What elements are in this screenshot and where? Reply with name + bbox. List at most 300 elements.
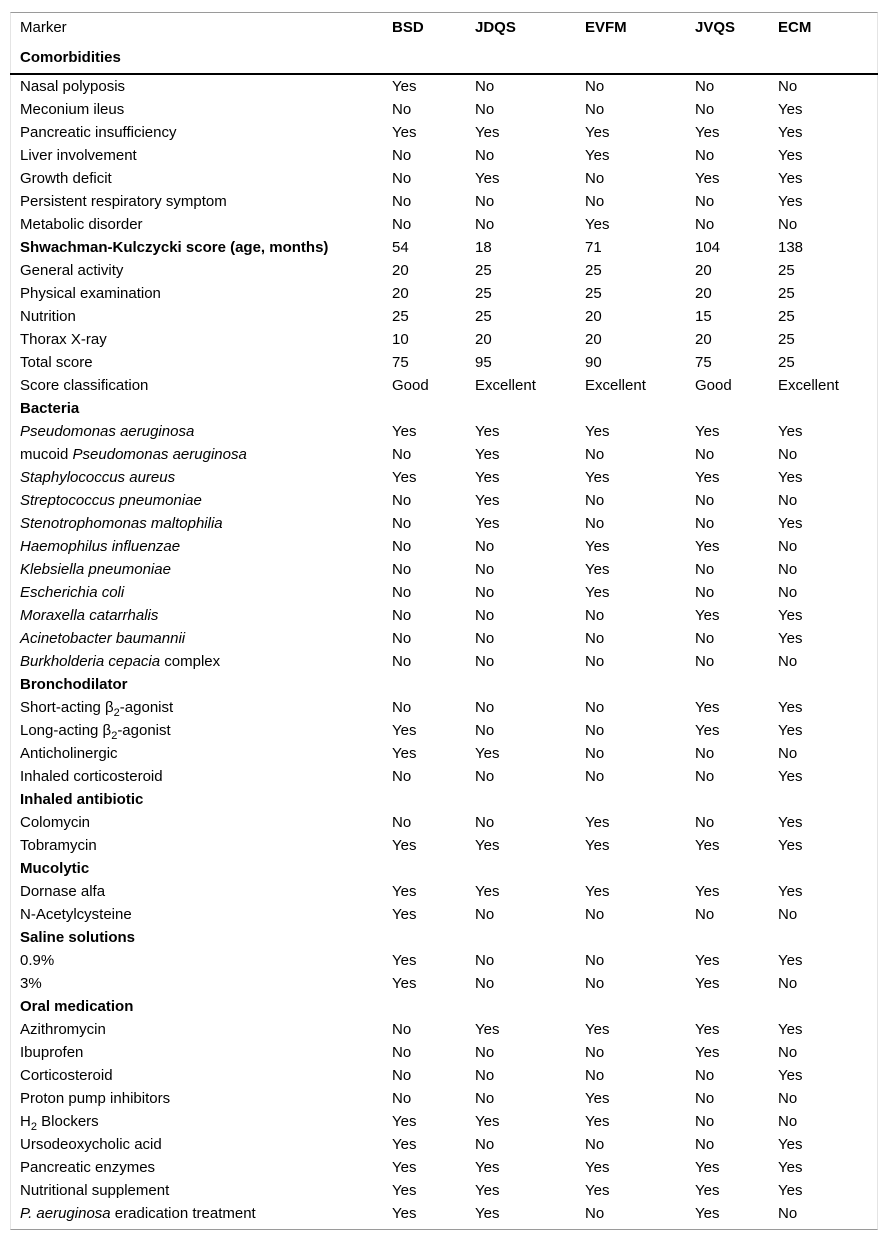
label-subscript: 2 <box>30 1121 37 1133</box>
label-text: Escherichia coli <box>20 584 125 601</box>
label-text: Growth deficit <box>20 170 112 187</box>
label-suffix: -agonist <box>119 699 174 716</box>
value-cell: 75 <box>695 354 712 371</box>
value-cell: No <box>392 768 412 785</box>
header-spacer <box>685 43 768 74</box>
table-row <box>10 1202 878 1225</box>
table-row <box>10 1179 878 1202</box>
value-cell: Yes <box>695 124 720 141</box>
value-cell: Yes <box>585 538 610 555</box>
table-row <box>10 512 878 535</box>
value-cell: Yes <box>695 952 720 969</box>
value-cell: No <box>695 1090 715 1107</box>
column-header-bsd: BSD <box>392 19 424 36</box>
value-cell: No <box>695 561 715 578</box>
value-cell: 20 <box>475 331 492 348</box>
value-cell: No <box>475 630 495 647</box>
table-row <box>10 443 878 466</box>
value-cell: No <box>392 1067 412 1084</box>
table-row <box>10 328 878 351</box>
value-cell: No <box>695 147 715 164</box>
value-cell: No <box>778 492 798 509</box>
value-cell <box>768 788 878 811</box>
value-cell: Yes <box>778 423 803 440</box>
label-text: Pancreatic enzymes <box>20 1159 156 1176</box>
table-row <box>10 98 878 121</box>
label-text: Liver involvement <box>20 147 137 164</box>
value-cell <box>465 788 575 811</box>
value-cell: 25 <box>778 331 795 348</box>
value-cell: Yes <box>585 1182 610 1199</box>
table-row <box>10 74 878 98</box>
value-cell: No <box>585 515 605 532</box>
table-row <box>10 604 878 627</box>
column-header-jdqs: JDQS <box>475 19 516 36</box>
value-cell: No <box>585 1044 605 1061</box>
value-cell: Excellent <box>778 377 839 394</box>
row-label <box>10 1064 382 1087</box>
value-cell: Yes <box>585 469 610 486</box>
value-cell: No <box>585 446 605 463</box>
value-cell: 20 <box>695 331 712 348</box>
row-label <box>10 259 382 282</box>
table-row <box>10 949 878 972</box>
value-cell: 25 <box>778 354 795 371</box>
value-cell: Yes <box>778 1021 803 1038</box>
row-label <box>10 903 382 926</box>
value-cell: 71 <box>585 239 602 256</box>
value-cell <box>685 673 768 696</box>
value-cell <box>685 995 768 1018</box>
value-cell: No <box>695 193 715 210</box>
section-row <box>10 673 878 696</box>
value-cell: Yes <box>695 1044 720 1061</box>
value-cell: Yes <box>585 1159 610 1176</box>
value-cell: 15 <box>695 308 712 325</box>
value-cell: No <box>392 1044 412 1061</box>
value-cell: No <box>695 653 715 670</box>
value-cell: No <box>585 906 605 923</box>
table-row <box>10 742 878 765</box>
label-text: Dornase alfa <box>20 883 106 900</box>
table-row <box>10 558 878 581</box>
table-row <box>10 972 878 995</box>
value-cell <box>685 788 768 811</box>
label-text: General activity <box>20 262 124 279</box>
patient-characteristics-table <box>10 13 878 1225</box>
table-row <box>10 1110 878 1133</box>
value-cell: Yes <box>695 170 720 187</box>
label-text: Pseudomonas aeruginosa <box>20 423 195 440</box>
value-cell: Yes <box>392 423 417 440</box>
value-cell: Yes <box>475 1021 500 1038</box>
label-text: Long-acting β <box>20 722 112 739</box>
table-row <box>10 1133 878 1156</box>
table-row <box>10 834 878 857</box>
value-cell: 20 <box>392 262 409 279</box>
value-cell: Excellent <box>475 377 536 394</box>
row-label <box>10 581 382 604</box>
value-cell: No <box>585 1136 605 1153</box>
label-text: P. aeruginosa <box>20 1205 111 1222</box>
header-section-row <box>10 43 878 74</box>
value-cell <box>382 788 465 811</box>
label-text: N-Acetylcysteine <box>20 906 132 923</box>
row-label <box>10 765 382 788</box>
table-row <box>10 121 878 144</box>
row-label <box>10 834 382 857</box>
value-cell: Yes <box>695 975 720 992</box>
value-cell: No <box>392 814 412 831</box>
value-cell: No <box>475 216 495 233</box>
value-cell <box>768 995 878 1018</box>
value-cell: Yes <box>778 124 803 141</box>
row-label <box>10 351 382 374</box>
value-cell: 25 <box>585 262 602 279</box>
value-cell: Yes <box>695 1021 720 1038</box>
value-cell: Good <box>392 377 429 394</box>
value-cell: No <box>585 1205 605 1222</box>
header-spacer <box>465 43 575 74</box>
value-cell: No <box>778 216 798 233</box>
label-text: Acinetobacter baumannii <box>20 630 186 647</box>
section-heading <box>10 673 382 696</box>
value-cell: Yes <box>392 745 417 762</box>
row-label <box>10 305 382 328</box>
value-cell: Yes <box>585 423 610 440</box>
label-text: Mucolytic <box>20 860 90 877</box>
value-cell: No <box>475 975 495 992</box>
value-cell: 20 <box>392 285 409 302</box>
value-cell <box>465 673 575 696</box>
value-cell: No <box>392 147 412 164</box>
label-text: Ibuprofen <box>20 1044 84 1061</box>
value-cell: 20 <box>695 285 712 302</box>
value-cell: No <box>475 814 495 831</box>
value-cell: 18 <box>475 239 492 256</box>
label-text: Corticosteroid <box>20 1067 113 1084</box>
label-text: Streptococcus pneumoniae <box>20 492 202 509</box>
value-cell: Yes <box>475 170 500 187</box>
label-text: Moraxella catarrhalis <box>20 607 159 624</box>
value-cell: 20 <box>585 308 602 325</box>
table-row <box>10 236 878 259</box>
table-row <box>10 1064 878 1087</box>
value-cell: No <box>695 814 715 831</box>
label-suffix: Blockers <box>36 1113 99 1130</box>
table-row <box>10 1018 878 1041</box>
value-cell: No <box>475 538 495 555</box>
row-label <box>10 374 382 397</box>
value-cell: 25 <box>778 285 795 302</box>
label-text: Saline solutions <box>20 929 136 946</box>
value-cell: No <box>475 1044 495 1061</box>
value-cell: No <box>475 1067 495 1084</box>
value-cell: Yes <box>585 814 610 831</box>
value-cell: Yes <box>778 1182 803 1199</box>
value-cell: Yes <box>695 837 720 854</box>
row-label <box>10 98 382 121</box>
table-row <box>10 351 878 374</box>
value-cell: No <box>475 147 495 164</box>
header-spacer <box>382 43 465 74</box>
value-cell: No <box>392 699 412 716</box>
label-text: Staphylococcus aureus <box>20 469 176 486</box>
value-cell: No <box>585 653 605 670</box>
value-cell: Yes <box>695 699 720 716</box>
value-cell: Yes <box>585 147 610 164</box>
value-cell: 10 <box>392 331 409 348</box>
row-label <box>10 1018 382 1041</box>
row-label <box>10 121 382 144</box>
value-cell: Yes <box>778 469 803 486</box>
value-cell: No <box>778 1044 798 1061</box>
value-cell: No <box>585 170 605 187</box>
table-row <box>10 719 878 742</box>
label-prefix: mucoid <box>20 446 73 463</box>
row-label <box>10 1087 382 1110</box>
label-text: Shwachman-Kulczycki score (age, months) <box>20 239 329 256</box>
label-text: Bacteria <box>20 400 80 417</box>
table-row <box>10 696 878 719</box>
value-cell: No <box>475 1090 495 1107</box>
value-cell: 25 <box>475 285 492 302</box>
column-header-evfm: EVFM <box>585 19 627 36</box>
value-cell: Yes <box>695 1205 720 1222</box>
value-cell: Yes <box>778 883 803 900</box>
value-cell: Yes <box>778 170 803 187</box>
value-cell: No <box>695 216 715 233</box>
value-cell: 25 <box>778 308 795 325</box>
value-cell: No <box>475 722 495 739</box>
label-text: Pancreatic insufficiency <box>20 124 177 141</box>
value-cell: No <box>695 1136 715 1153</box>
value-cell: Yes <box>778 147 803 164</box>
value-cell: Yes <box>778 722 803 739</box>
value-cell <box>465 926 575 949</box>
value-cell <box>768 926 878 949</box>
value-cell: Yes <box>695 1182 720 1199</box>
label-text: Inhaled antibiotic <box>20 791 144 808</box>
table-row <box>10 190 878 213</box>
value-cell: Yes <box>392 1182 417 1199</box>
value-cell: Yes <box>475 469 500 486</box>
value-cell <box>575 673 685 696</box>
value-cell: 104 <box>695 239 721 256</box>
label-suffix: complex <box>160 653 221 670</box>
value-cell: No <box>475 584 495 601</box>
value-cell: No <box>392 170 412 187</box>
table-row <box>10 1156 878 1179</box>
table-row <box>10 466 878 489</box>
value-cell: Yes <box>585 124 610 141</box>
value-cell: 25 <box>585 285 602 302</box>
value-cell: Yes <box>392 952 417 969</box>
value-cell: Yes <box>585 1021 610 1038</box>
column-header-jvqs: JVQS <box>695 19 736 36</box>
value-cell: 25 <box>475 262 492 279</box>
label-text: Haemophilus influenzae <box>20 538 181 555</box>
value-cell: No <box>695 492 715 509</box>
value-cell: Yes <box>695 538 720 555</box>
value-cell: Yes <box>695 423 720 440</box>
row-label <box>10 1110 382 1133</box>
section-heading <box>10 857 382 880</box>
table-row <box>10 581 878 604</box>
value-cell: Yes <box>778 1136 803 1153</box>
value-cell: Yes <box>475 423 500 440</box>
value-cell: Yes <box>585 584 610 601</box>
table-row <box>10 650 878 673</box>
label-text: Azithromycin <box>20 1021 106 1038</box>
value-cell <box>685 857 768 880</box>
value-cell: No <box>585 101 605 118</box>
value-cell: 25 <box>778 262 795 279</box>
table-row <box>10 305 878 328</box>
table-frame <box>10 12 878 1230</box>
value-cell <box>768 857 878 880</box>
value-cell: 95 <box>475 354 492 371</box>
row-label <box>10 627 382 650</box>
row-label <box>10 811 382 834</box>
value-cell: Yes <box>475 1205 500 1222</box>
row-label <box>10 535 382 558</box>
row-label <box>10 167 382 190</box>
row-label <box>10 190 382 213</box>
value-cell: Yes <box>778 607 803 624</box>
row-label <box>10 420 382 443</box>
row-label <box>10 696 382 719</box>
value-cell: Yes <box>392 1136 417 1153</box>
value-cell: Yes <box>695 469 720 486</box>
section-row <box>10 926 878 949</box>
value-cell: No <box>695 906 715 923</box>
value-cell <box>382 397 465 420</box>
table-row <box>10 765 878 788</box>
value-cell: No <box>585 630 605 647</box>
row-label <box>10 1041 382 1064</box>
value-cell: No <box>392 1090 412 1107</box>
marker-column-header: Marker <box>20 19 67 36</box>
value-cell: No <box>695 78 715 95</box>
value-cell: Yes <box>585 1113 610 1130</box>
value-cell: Yes <box>778 630 803 647</box>
value-cell <box>382 926 465 949</box>
header-spacer <box>575 43 685 74</box>
value-cell: Yes <box>475 1159 500 1176</box>
value-cell: No <box>778 561 798 578</box>
table-row <box>10 880 878 903</box>
label-text: Physical examination <box>20 285 161 302</box>
label-text: Proton pump inhibitors <box>20 1090 171 1107</box>
value-cell: 138 <box>778 239 804 256</box>
table-row <box>10 374 878 397</box>
value-cell: No <box>778 653 798 670</box>
value-cell: Yes <box>778 952 803 969</box>
value-cell: Yes <box>695 607 720 624</box>
row-label <box>10 1133 382 1156</box>
value-cell: Yes <box>475 883 500 900</box>
value-cell: No <box>695 630 715 647</box>
row-label <box>10 236 382 259</box>
value-cell: No <box>585 952 605 969</box>
label-text: Anticholinergic <box>20 745 118 762</box>
value-cell: Yes <box>475 1113 500 1130</box>
row-label <box>10 213 382 236</box>
value-cell: No <box>585 745 605 762</box>
value-cell: No <box>392 538 412 555</box>
label-text: Metabolic disorder <box>20 216 143 233</box>
row-label <box>10 719 382 742</box>
value-cell: Yes <box>475 837 500 854</box>
label-suffix: eradication treatment <box>110 1205 256 1222</box>
value-cell: No <box>392 515 412 532</box>
section-heading <box>10 995 382 1018</box>
value-cell: Excellent <box>585 377 646 394</box>
value-cell: No <box>695 768 715 785</box>
row-label <box>10 144 382 167</box>
value-cell: No <box>392 101 412 118</box>
label-text: Inhaled corticosteroid <box>20 768 163 785</box>
value-cell: No <box>475 906 495 923</box>
value-cell: No <box>778 906 798 923</box>
value-cell: No <box>475 653 495 670</box>
value-cell: No <box>392 584 412 601</box>
value-cell: Yes <box>778 515 803 532</box>
label-text: 0.9% <box>20 952 55 969</box>
row-label <box>10 1179 382 1202</box>
value-cell: Yes <box>695 722 720 739</box>
value-cell: No <box>475 1136 495 1153</box>
label-text: H <box>20 1113 31 1130</box>
section-heading-comorbidities: Comorbidities <box>10 43 382 74</box>
value-cell: No <box>392 1021 412 1038</box>
value-cell: Yes <box>392 837 417 854</box>
value-cell: Yes <box>585 1090 610 1107</box>
value-cell <box>465 995 575 1018</box>
table-row <box>10 420 878 443</box>
value-cell: No <box>392 492 412 509</box>
value-cell: 20 <box>695 262 712 279</box>
value-cell: Yes <box>392 1159 417 1176</box>
value-cell: No <box>778 745 798 762</box>
value-cell: No <box>695 745 715 762</box>
value-cell: Yes <box>392 469 417 486</box>
row-label <box>10 466 382 489</box>
value-cell: No <box>695 101 715 118</box>
section-heading <box>10 397 382 420</box>
value-cell: No <box>695 446 715 463</box>
value-cell: Yes <box>778 814 803 831</box>
row-label <box>10 742 382 765</box>
label-suffix: -agonist <box>117 722 171 739</box>
row-label <box>10 1202 382 1225</box>
value-cell: No <box>778 975 798 992</box>
value-cell <box>575 857 685 880</box>
section-row <box>10 857 878 880</box>
label-text: Oral medication <box>20 998 134 1015</box>
value-cell: No <box>778 1205 798 1222</box>
row-label <box>10 604 382 627</box>
label-text: Short-acting β <box>20 699 114 716</box>
table-row <box>10 259 878 282</box>
value-cell: No <box>392 216 412 233</box>
value-cell: No <box>778 584 798 601</box>
value-cell: Yes <box>392 124 417 141</box>
label-text: Nasal polyposis <box>20 78 126 95</box>
row-label <box>10 949 382 972</box>
row-label <box>10 972 382 995</box>
